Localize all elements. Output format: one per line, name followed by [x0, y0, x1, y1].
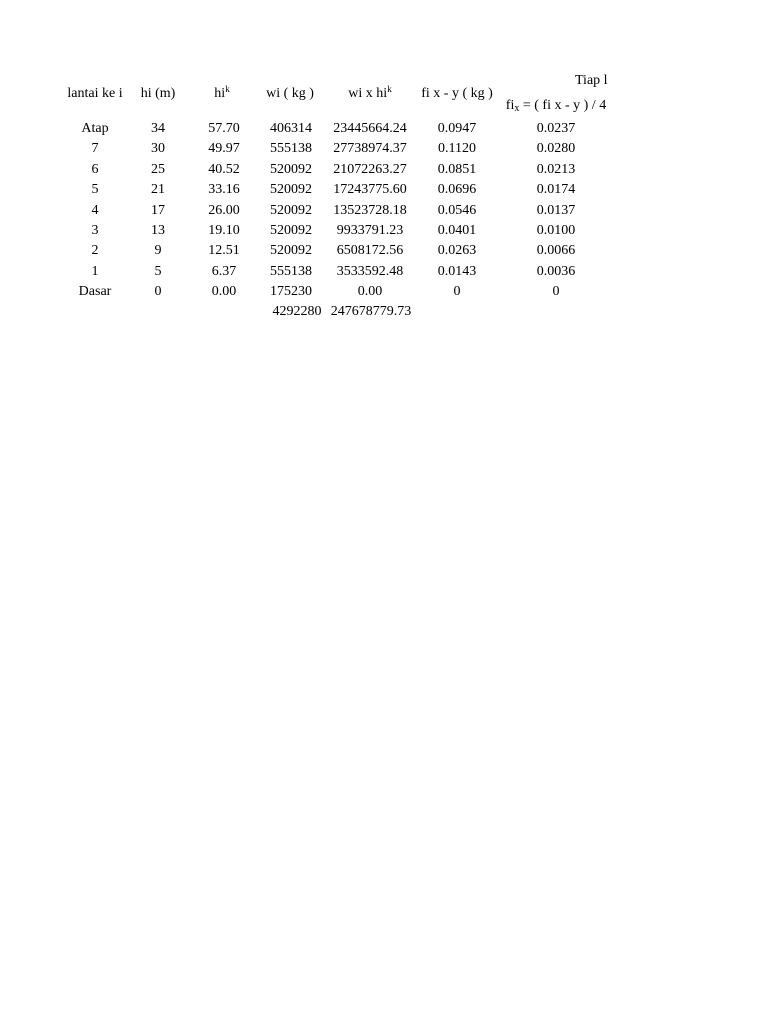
tiap-label: Tiap l — [575, 73, 608, 88]
cell-fix: 0.0066 — [536, 243, 576, 258]
header-hik: $hi^k$ — [214, 84, 230, 101]
cell-wihik: 13523728.18 — [333, 203, 407, 218]
cell-wihik: 21072263.27 — [333, 162, 407, 177]
cell-hik: 57.70 — [208, 121, 240, 136]
cell-hi: 13 — [151, 223, 165, 238]
cell-wihik: 9933791.23 — [336, 223, 404, 238]
cell-wihik: 6508172.56 — [336, 243, 404, 258]
cell-hi: 21 — [151, 182, 165, 197]
cell-wihik: 17243775.60 — [333, 182, 407, 197]
cell-hi: 5 — [154, 264, 162, 279]
cell-hik: 6.37 — [211, 264, 237, 279]
cell-hi: 34 — [151, 121, 165, 136]
cell-hi: 9 — [154, 243, 162, 258]
cell-fixy: 0.0947 — [437, 121, 477, 136]
cell-wi: 175230 — [270, 284, 312, 299]
cell-fix: 0.0237 — [536, 121, 576, 136]
cell-fixy: 0.0263 — [437, 243, 477, 258]
cell-lantai: 3 — [91, 223, 99, 238]
cell-lantai: 1 — [91, 264, 99, 279]
cell-lantai: 7 — [91, 141, 99, 156]
cell-wihik: 3533592.48 — [336, 264, 404, 279]
cell-hi: 17 — [151, 203, 165, 218]
cell-wi: 406314 — [270, 121, 312, 136]
cell-wi: 520092 — [270, 182, 312, 197]
cell-wi: 520092 — [270, 203, 312, 218]
cell-fix: 0.0174 — [536, 182, 576, 197]
header-hi: hi (m) — [140, 86, 176, 101]
cell-wihik: 23445664.24 — [333, 121, 407, 136]
cell-fix: 0.0280 — [536, 141, 576, 156]
cell-hik: 0.00 — [211, 284, 237, 299]
cell-lantai: 6 — [91, 162, 99, 177]
cell-hi: 30 — [151, 141, 165, 156]
cell-lantai: 4 — [91, 203, 99, 218]
header-fix: $fi_x$ = ( fi x - y ) / 4 — [505, 98, 607, 114]
cell-wi: 555138 — [270, 264, 312, 279]
cell-fix: 0.0036 — [536, 264, 576, 279]
cell-fix: 0.0137 — [536, 203, 576, 218]
cell-fixy: 0.1120 — [438, 141, 476, 156]
cell-lantai: Dasar — [78, 284, 112, 299]
header-wi: wi ( kg ) — [266, 86, 314, 101]
cell-hi: 25 — [151, 162, 165, 177]
cell-wi: 555138 — [270, 141, 312, 156]
cell-wi: 520092 — [270, 223, 312, 238]
cell-hik: 33.16 — [208, 182, 240, 197]
cell-fixy: 0.0143 — [437, 264, 477, 279]
cell-fixy: 0.0546 — [437, 203, 477, 218]
cell-fix: 0 — [552, 284, 560, 299]
cell-hik: 40.52 — [208, 162, 240, 177]
cell-fix: 0.0213 — [536, 162, 576, 177]
total-wihik: 247678779.73 — [330, 304, 412, 319]
cell-lantai: 5 — [91, 182, 99, 197]
header-fixy: fi x - y ( kg ) — [421, 86, 493, 101]
cell-fixy: 0.0851 — [437, 162, 477, 177]
header-lantai: lantai ke i — [67, 86, 123, 101]
cell-lantai: Atap — [81, 121, 109, 136]
cell-hi: 0 — [154, 284, 162, 299]
cell-fix: 0.0100 — [536, 223, 576, 238]
cell-hik: 49.97 — [208, 141, 240, 156]
cell-hik: 12.51 — [208, 243, 240, 258]
cell-lantai: 2 — [91, 243, 99, 258]
cell-fixy: 0 — [453, 284, 461, 299]
header-wihik: wi x $hi^k$ — [348, 84, 392, 101]
cell-hik: 19.10 — [208, 223, 240, 238]
cell-wi: 520092 — [270, 243, 312, 258]
cell-fixy: 0.0696 — [437, 182, 477, 197]
cell-wihik: 27738974.37 — [333, 141, 407, 156]
cell-fixy: 0.0401 — [437, 223, 477, 238]
cell-wi: 520092 — [270, 162, 312, 177]
cell-hik: 26.00 — [208, 203, 240, 218]
total-wi: 4292280 — [272, 304, 322, 319]
cell-wihik: 0.00 — [357, 284, 383, 299]
